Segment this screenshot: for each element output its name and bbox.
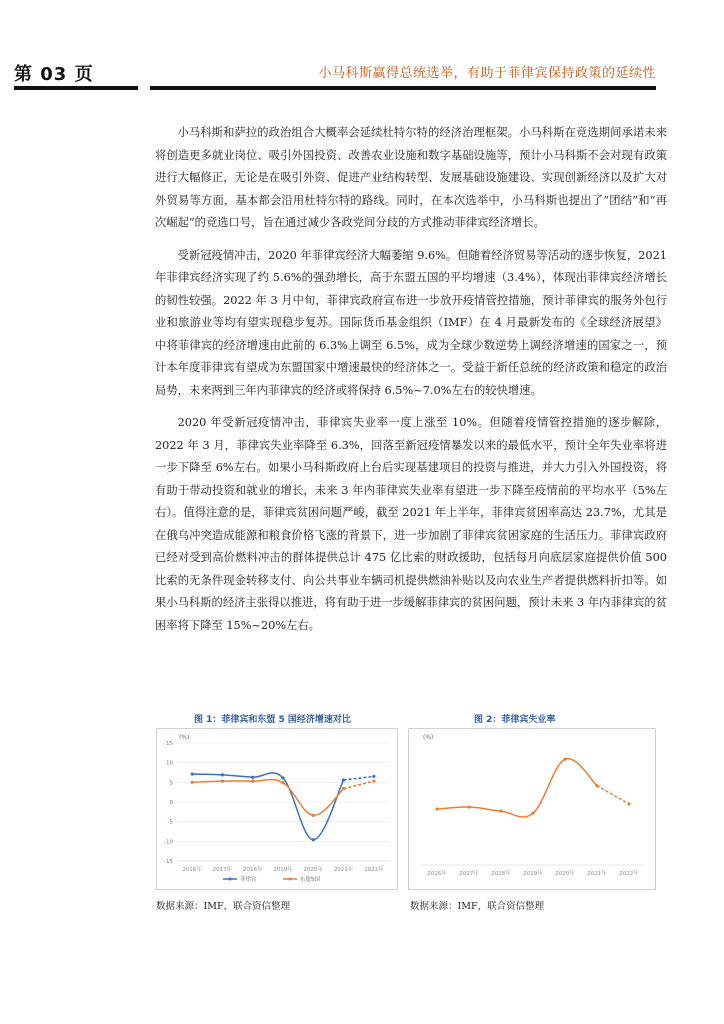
chart1-x-tick-label: 2018年: [242, 867, 263, 873]
chart1-data-point: [251, 776, 254, 779]
chart2-data-point: [563, 758, 566, 761]
chart1-x-tick-label: 2016年: [182, 867, 202, 873]
figure-2-chart: [409, 729, 655, 889]
chart2-data-point: [531, 812, 534, 815]
chart2-x-tick-label: 2019年: [523, 871, 543, 877]
chart1-data-point: [221, 780, 224, 783]
chart1-data-point: [281, 781, 284, 784]
header-rule-right: [150, 86, 656, 90]
chart1-data-point: [191, 781, 194, 784]
chart1-data-point: [191, 772, 194, 775]
chart1-x-tick-label: 2021年: [333, 867, 354, 873]
chart2-x-tick-label: 2022年: [619, 871, 639, 877]
chart2-x-tick-label: 2021年: [587, 871, 607, 877]
chart1-series-projection-0: [344, 776, 374, 780]
chart1-series-line-0: [192, 773, 343, 840]
chart2-x-tick-label: 2017年: [459, 871, 479, 877]
chart1-data-point: [372, 780, 375, 783]
chart1-data-point: [342, 778, 345, 781]
chart1-x-tick-label: 2019年: [273, 867, 293, 873]
chart2-x-tick-label: 2016年: [427, 871, 447, 877]
chart1-data-point: [342, 787, 345, 790]
chart1-legend-marker: [289, 878, 292, 881]
chart2-data-point: [595, 784, 598, 787]
chart1-y-tick-label: -10: [164, 839, 173, 846]
chart2-x-tick-label: 2020年: [555, 871, 575, 877]
chart1-data-point: [312, 838, 315, 841]
chart1-legend-label: 东盟5国: [300, 877, 320, 883]
chart1-data-point: [251, 780, 254, 783]
chart1-x-tick-label: 2022年: [364, 867, 384, 873]
figure-1-title: 图 1：菲律宾和东盟 5 国经济增速对比: [194, 715, 351, 725]
chart2-x-tick-label: 2018年: [491, 871, 511, 877]
chart1-unit-label: (%): [179, 734, 190, 741]
chart1-y-tick-label: 10: [166, 760, 173, 767]
chart2-series-projection-0: [597, 786, 629, 804]
chart1-y-tick-label: -15: [164, 859, 173, 865]
chart1-x-tick-label: 2017年: [212, 867, 233, 873]
body-text: [155, 122, 667, 647]
chart2-data-point: [627, 802, 630, 805]
header-rule-left: [14, 86, 138, 90]
figure-2-source: 数据来源：IMF，联合资信整理: [410, 901, 545, 912]
chart2-data-point: [499, 810, 502, 813]
paragraph-3: 2020 年受新冠疫情冲击，菲律宾失业率一度上涨至 10%。但随着疫情管控措施的逐步解除，2022 年 3 月，菲律宾失业率降至 6.3%，回落至新冠疫情暴发以来的最低水平，预计全年失业率将进一步下降至 6%左右。如果小马科斯政府上台后实现基建项目的投资与推进，并大力引入外国投资，将有助于带动投资和就业的增长，未来 3 年内菲律宾失业率有望进一步下降至疫情前的平均水平（5%左右）。值得注意的是，菲律宾贫困问题严峻，截至 2021 年上半年，菲律宾贫困率高达 23.7%，尤其是在俄乌冲突造成能源和粮食价格飞涨的背景下，进一步加剧了菲律宾贫困家庭的生活压力。菲律宾政府已经对受到高价燃料冲击的群体提供总计 475 亿比索的财政援助，包括每月向底层家庭提供价值 500 比索的无条件现金转移支付、向公共事业车辆司机提供燃油补贴以及向农业生产者提供燃料折扣等。如果小马科斯的经济主张得以推进，将有助于进一步缓解菲律宾的贫困问题，预计未来 3 年内菲律宾的贫困率将下降至 15%~20%左右。: [155, 416, 667, 632]
figure-1-box: [156, 728, 398, 890]
page-number: 第 03 页: [14, 64, 94, 85]
chart1-data-point: [372, 775, 375, 778]
chart1-y-tick-label: 15: [166, 741, 173, 747]
chart1-y-tick-label: 5: [169, 780, 173, 787]
figure-2-box: [408, 728, 656, 890]
figure-1-source: 数据来源：IMF，联合资信整理: [156, 901, 291, 912]
chart1-data-point: [312, 814, 315, 817]
chart1-data-point: [281, 776, 284, 779]
chart1-y-tick-label: -5: [167, 819, 173, 826]
chart2-data-point: [435, 807, 438, 810]
chart1-y-tick-label: 0: [169, 800, 173, 806]
chart1-legend-marker: [229, 878, 232, 881]
chart2-series-line-0: [437, 759, 597, 817]
header-title: 小马科斯赢得总统选举，有助于菲律宾保持政策的延续性: [318, 66, 656, 81]
figure-1-chart: [157, 729, 397, 889]
paragraph-2: 受新冠疫情冲击，2020 年菲律宾经济大幅萎缩 9.6%。但随着经济贸易等活动的逐步恢复，2021 年菲律宾经济实现了约 5.6%的强劲增长，高于东盟五国的平均增速（3.4%），体现出菲律宾经济增长的韧性较强。2022 年 3 月中旬，菲律宾政府宣布进一步放开疫情管控措施，预计菲律宾的服务外包行业和旅游业等均有望实现稳步复苏。国际货币基金组织（IMF）在 4 月最新发布的《全球经济展望》中将菲律宾的经济增速由此前的 6.3%上调至 6.5%，成为全球少数逆势上调经济增速的国家之一，预计本年度菲律宾有望成为东盟国家中增速最快的经济体之一。受益于新任总统的经济政策和稳定的政治局势，未来两到三年内菲律宾的经济或将保持 6.5%~7.0%左右的较快增速。: [155, 248, 667, 397]
paragraph-1: 小马科斯和萨拉的政治组合大概率会延续杜特尔特的经济治理框架。小马科斯在竞选期间承诺未来将创造更多就业岗位、吸引外国投资、改善农业设施和数字基础设施等，预计小马科斯不会对现有政策进行大幅修正，无论是在吸引外资、促进产业结构转型、发展基础设施建设、实现创新经济以及扩大对外贸易等方面，基本都会沿用杜特尔特的路线。同时，在本次选举中，小马科斯也提出了“团结”和“再次崛起”的竞选口号，旨在通过减少各政党间分歧的方式推动菲律宾经济增长。: [155, 126, 667, 229]
chart2-unit-label: (%): [423, 734, 434, 741]
chart1-data-point: [221, 773, 224, 776]
figure-2-title: 图 2：菲律宾失业率: [474, 715, 556, 725]
chart2-data-point: [467, 805, 470, 808]
chart1-x-tick-label: 2020年: [303, 867, 324, 873]
chart1-series-line-1: [192, 780, 343, 816]
chart1-legend-label: 菲律宾: [240, 877, 257, 883]
